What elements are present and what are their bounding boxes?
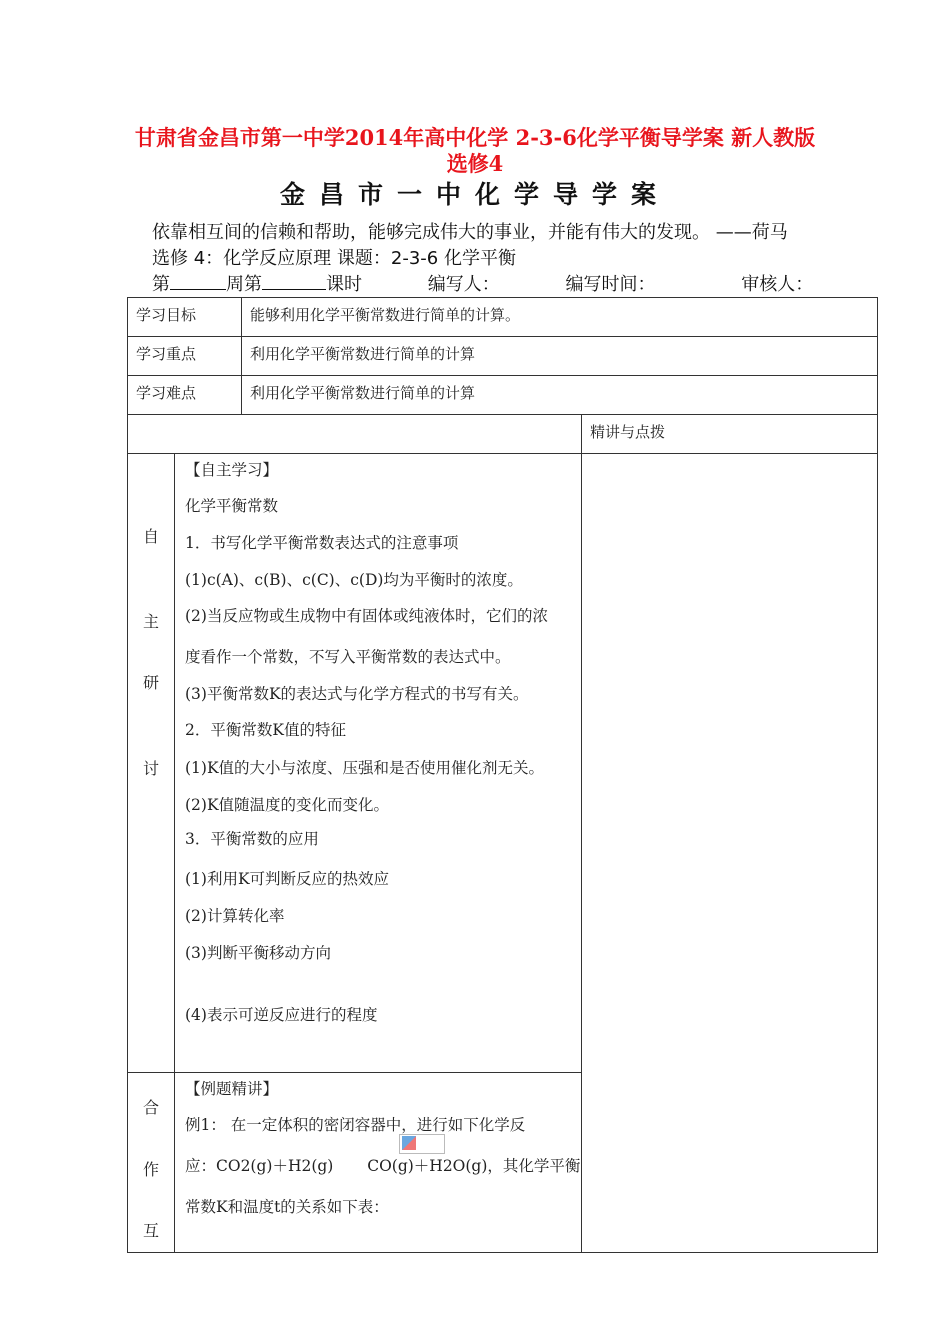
self-study-line: 化学平衡常数 [185,497,279,515]
equation-right: CO(g)＋H2O(g)，其化学平衡 [367,1157,581,1175]
goal-label-cell [128,298,242,337]
self-study-line: 度看作一个常数，不写入平衡常数的表达式中。 [185,648,511,666]
section2-side-char: 互 [142,1221,159,1240]
self-study-cell [175,454,582,1073]
goal-label: 学习目标 [136,306,197,324]
focus-label: 学习重点 [136,345,197,363]
equilibrium-arrow-image [399,1134,445,1154]
self-study-line: 1．书写化学平衡常数表达式的注意事项 [185,534,459,552]
example-line: 例1： 在一定体积的密闭容器中，进行如下化学反 [185,1116,526,1134]
blank-header-cell [128,415,582,454]
focus-value-cell [242,337,878,376]
self-study-line: (1)利用K可判断反应的热效应 [185,870,390,888]
notes-cell [582,454,878,1253]
difficulty-value-cell [242,376,878,415]
example-cell [175,1073,582,1253]
example-line: 常数K和温度t的关系如下表： [185,1198,389,1216]
reviewer-label: 审核人： [741,274,814,295]
difficulty-label-cell [128,376,242,415]
week-blank[interactable] [170,271,226,290]
section1-side-char: 讨 [142,759,159,778]
author-label: 编写人： [427,274,500,295]
section1-side-char: 研 [142,673,159,692]
self-study-line: (3)平衡常数K的表达式与化学方程式的书写有关。 [185,685,529,703]
self-study-line: (2)当反应物或生成物中有固体或纯液体时，它们的浓 [185,607,548,625]
notes-header: 精讲与点拨 [590,423,666,441]
section1-side-char: 自 [142,527,159,546]
difficulty-value: 利用化学平衡常数进行简单的计算 [250,384,476,402]
section1-side-cell [128,454,175,1073]
self-study-line: (1)c(A)、c(B)、c(C)、c(D)均为平衡时的浓度。 [185,571,523,589]
focus-label-cell [128,337,242,376]
self-study-line: 3．平衡常数的应用 [185,830,319,848]
goal-value-cell [242,298,878,337]
self-study-line: (3)判断平衡移动方向 [185,944,331,962]
course-info: 选修 4：化学反应原理 课题：2-3-6 化学平衡 [152,248,516,269]
section2-side-cell [128,1073,175,1253]
week-prefix: 第 [152,274,170,295]
self-study-line: (1)K值的大小与浓度、压强和是否使用催化剂无关。 [185,759,545,777]
period-blank[interactable] [262,271,326,290]
document-title-line2: 选修4 [446,151,504,176]
notes-header-cell [582,415,878,454]
time-label: 编写时间： [565,274,656,295]
focus-value: 利用化学平衡常数进行简单的计算 [250,345,476,363]
example-equation-line [185,1154,580,1176]
goal-value: 能够利用化学平衡常数进行简单的计算。 [250,306,521,324]
motto: 依靠相互间的信赖和帮助，能够完成伟大的事业，并能有伟大的发现。 ——荷马 [152,222,788,243]
school-heading: 金昌市一中化学导学案 [279,180,670,209]
self-study-line: (2)K值随温度的变化而变化。 [185,796,390,814]
section2-side-char: 合 [142,1098,159,1117]
self-study-line: 【自主学习】 [185,461,279,479]
meta-info-line [152,270,813,296]
example-header: 【例题精讲】 [185,1080,279,1098]
self-study-line: (2)计算转化率 [185,907,285,925]
study-plan-table [127,297,878,1253]
document-title-line1: 甘肃省金昌市第一中学2014年高中化学 2-3-6化学平衡导学案 新人教版 [134,125,816,150]
self-study-line: 2．平衡常数K值的特征 [185,721,346,739]
equation-left: 应：CO2(g)＋H2(g) [185,1157,334,1175]
section2-side-char: 作 [142,1160,159,1179]
week-mid: 周第 [226,274,262,295]
section1-side-char: 主 [142,612,159,631]
self-study-line: (4)表示可逆反应进行的程度 [185,1006,378,1024]
period-label: 课时 [326,274,362,295]
difficulty-label: 学习难点 [136,384,197,402]
